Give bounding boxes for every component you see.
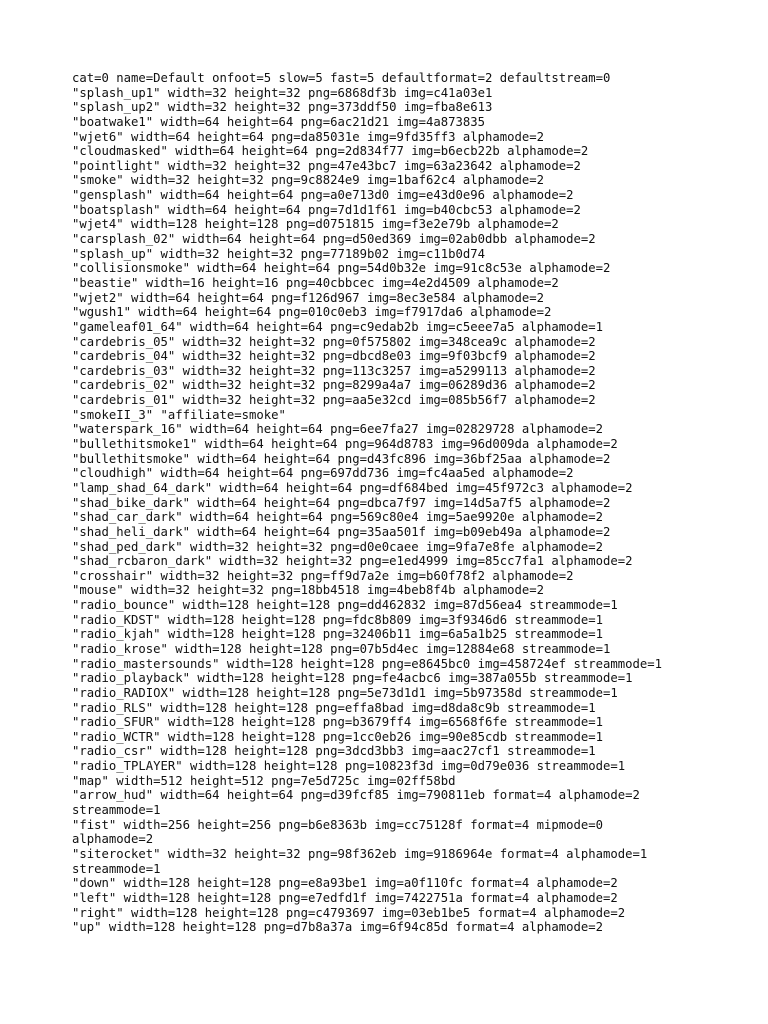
text-line: "down" width=128 height=128 png=e8a93be1 img=a0f110fc format=4 alphamode=2 bbox=[72, 876, 618, 891]
text-line: "collisionsmoke" width=64 height=64 png=54d0b32e img=91c8c53e alphamode=2 bbox=[72, 261, 611, 276]
text-line: "radio_mastersounds" width=128 height=128 png=e8645bc0 img=458724ef streammode=1 bbox=[72, 656, 663, 671]
text-line: "cardebris_03" width=32 height=32 png=113c3257 img=a5299113 alphamode=2 bbox=[72, 363, 596, 378]
text-line: alphamode=2 bbox=[72, 832, 154, 847]
text-line: "shad_bike_dark" width=64 height=64 png=dbca7f97 img=14d5a7f5 alphamode=2 bbox=[72, 495, 611, 510]
text-line: "radio_kjah" width=128 height=128 png=32406b11 img=6a5a1b25 streammode=1 bbox=[72, 627, 604, 642]
text-line: "up" width=128 height=128 png=d7b8a37a img=6f94c85d format=4 alphamode=2 bbox=[72, 920, 604, 935]
text-line: "cardebris_04" width=32 height=32 png=dbcd8e03 img=9f03bcf9 alphamode=2 bbox=[72, 349, 596, 364]
text-line: "lamp_shad_64_dark" width=64 height=64 png=df684bed img=45f972c3 alphamode=2 bbox=[72, 480, 633, 495]
text-line: "crosshair" width=32 height=32 png=ff9d7a2e img=b60f78f2 alphamode=2 bbox=[72, 568, 574, 583]
text-line: "shad_heli_dark" width=64 height=64 png=35aa501f img=b09eb49a alphamode=2 bbox=[72, 524, 611, 539]
text-line: "wjet6" width=64 height=64 png=da85031e img=9fd35ff3 alphamode=2 bbox=[72, 129, 545, 144]
text-line: streammode=1 bbox=[72, 803, 161, 818]
text-line: "cloudhigh" width=64 height=64 png=697dd736 img=fc4aa5ed alphamode=2 bbox=[72, 466, 574, 481]
text-line: "cardebris_01" width=32 height=32 png=aa5e32cd img=085b56f7 alphamode=2 bbox=[72, 393, 596, 408]
text-line: "radio_KDST" width=128 height=128 png=fdc8b809 img=3f9346d6 streammode=1 bbox=[72, 612, 604, 627]
text-line: streammode=1 bbox=[72, 861, 161, 876]
text-line: "splash_up1" width=32 height=32 png=6868df3b img=c41a03e1 bbox=[72, 85, 493, 100]
text-line: "wjet4" width=128 height=128 png=d0751815 img=f3e2e79b alphamode=2 bbox=[72, 217, 559, 232]
text-line: "right" width=128 height=128 png=c4793697 img=03eb1be5 format=4 alphamode=2 bbox=[72, 905, 626, 920]
text-line: cat=0 name=Default onfoot=5 slow=5 fast=5 defaultformat=2 defaultstream=0 bbox=[72, 71, 611, 85]
text-line: "gameleaf01_64" width=64 height=64 png=c9edab2b img=c5eee7a5 alphamode=1 bbox=[72, 319, 604, 334]
text-line: "smokeII_3" "affiliate=smoke" bbox=[72, 407, 286, 422]
text-line: "boatwake1" width=64 height=64 png=6ac21d21 img=4a873835 bbox=[72, 114, 486, 129]
text-line: "cloudmasked" width=64 height=64 png=2d834f77 img=b6ecb22b alphamode=2 bbox=[72, 144, 589, 159]
document-text bbox=[72, 71, 762, 935]
text-line: "mouse" width=32 height=32 png=18bb4518 img=4beb8f4b alphamode=2 bbox=[72, 583, 545, 598]
text-line: "splash_up2" width=32 height=32 png=373ddf50 img=fba8e613 bbox=[72, 100, 493, 115]
text-line: "arrow_hud" width=64 height=64 png=d39fcf85 img=790811eb format=4 alphamode=2 bbox=[72, 788, 640, 803]
text-line: "map" width=512 height=512 png=7e5d725c img=02ff58bd bbox=[72, 773, 456, 788]
text-line: "wgush1" width=64 height=64 png=010c0eb3 img=f7917da6 alphamode=2 bbox=[72, 305, 552, 320]
text-line: "radio_bounce" width=128 height=128 png=dd462832 img=87d56ea4 streammode=1 bbox=[72, 598, 618, 613]
text-line: "radio_csr" width=128 height=128 png=3dcd3bb3 img=aac27cf1 streammode=1 bbox=[72, 744, 596, 759]
text-line: "radio_krose" width=128 height=128 png=07b5d4ec img=12884e68 streammode=1 bbox=[72, 641, 611, 656]
text-line: "bullethitsmoke1" width=64 height=64 png=964d8783 img=96d009da alphamode=2 bbox=[72, 437, 618, 452]
text-line: "boatsplash" width=64 height=64 png=7d1d1f61 img=b40cbc53 alphamode=2 bbox=[72, 202, 581, 217]
text-line: "gensplash" width=64 height=64 png=a0e713d0 img=e43d0e96 alphamode=2 bbox=[72, 188, 574, 203]
text-line: "shad_car_dark" width=64 height=64 png=569c80e4 img=5ae9920e alphamode=2 bbox=[72, 510, 604, 525]
text-line: "left" width=128 height=128 png=e7edfd1f img=7422751a format=4 alphamode=2 bbox=[72, 890, 618, 905]
text-line: "radio_RLS" width=128 height=128 png=effa8bad img=d8da8c9b streammode=1 bbox=[72, 700, 596, 715]
text-line: "wjet2" width=64 height=64 png=f126d967 img=8ec3e584 alphamode=2 bbox=[72, 290, 545, 305]
text-line: "radio_RADIOX" width=128 height=128 png=5e73d1d1 img=5b97358d streammode=1 bbox=[72, 685, 618, 700]
text-line: "fist" width=256 height=256 png=b6e8363b img=cc75128f format=4 mipmode=0 bbox=[72, 817, 604, 832]
text-line: "carsplash_02" width=64 height=64 png=d50ed369 img=02ab0dbb alphamode=2 bbox=[72, 232, 596, 247]
text-line: "pointlight" width=32 height=32 png=47e43bc7 img=63a23642 alphamode=2 bbox=[72, 158, 581, 173]
text-line: "radio_WCTR" width=128 height=128 png=1cc0eb26 img=90e85cdb streammode=1 bbox=[72, 729, 604, 744]
text-line: "radio_playback" width=128 height=128 png=fe4acbc6 img=387a055b streammode=1 bbox=[72, 671, 633, 686]
text-line: "beastie" width=16 height=16 png=40cbbcec img=4e2d4509 alphamode=2 bbox=[72, 275, 559, 290]
text-line: "siterocket" width=32 height=32 png=98f362eb img=9186964e format=4 alphamode=1 bbox=[72, 846, 648, 861]
text-line: "waterspark_16" width=64 height=64 png=6ee7fa27 img=02829728 alphamode=2 bbox=[72, 422, 604, 437]
text-line: "splash_up" width=32 height=32 png=77189b02 img=c11b0d74 bbox=[72, 246, 486, 261]
text-line: "radio_SFUR" width=128 height=128 png=b3679ff4 img=6568f6fe streammode=1 bbox=[72, 715, 604, 730]
text-line: "shad_ped_dark" width=32 height=32 png=d0e0caee img=9fa7e8fe alphamode=2 bbox=[72, 539, 604, 554]
text-line: "radio_TPLAYER" width=128 height=128 png=10823f3d img=0d79e036 streammode=1 bbox=[72, 759, 626, 774]
text-line: "smoke" width=32 height=32 png=9c8824e9 img=1baf62c4 alphamode=2 bbox=[72, 173, 545, 188]
text-line: "shad_rcbaron_dark" width=32 height=32 png=e1ed4999 img=85cc7fa1 alphamode=2 bbox=[72, 554, 633, 569]
text-line: "bullethitsmoke" width=64 height=64 png=d43fc896 img=36bf25aa alphamode=2 bbox=[72, 451, 611, 466]
text-line: "cardebris_05" width=32 height=32 png=0f575802 img=348cea9c alphamode=2 bbox=[72, 334, 596, 349]
text-line: "cardebris_02" width=32 height=32 png=8299a4a7 img=06289d36 alphamode=2 bbox=[72, 378, 596, 393]
